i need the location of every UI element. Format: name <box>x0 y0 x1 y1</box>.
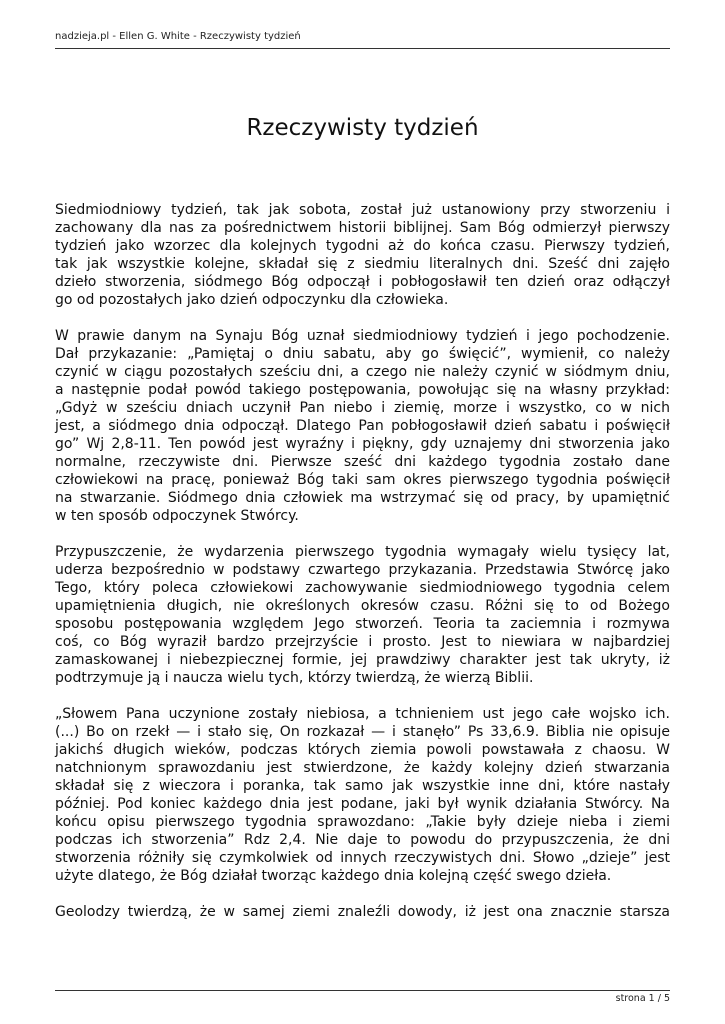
text-line: Dał przykazanie: „Pamiętaj o dniu sabatu, aby go święcić”, wymienił, co należy <box>55 346 670 362</box>
text-line: dzieło stworzenia, siódmego Bóg odpoczął i pobłogosławił ten dzień oraz odłączył <box>55 274 670 290</box>
paragraph <box>55 327 670 525</box>
text-line: podczas ich stworzenia” Rdz 2,4. Nie daje to powodu do przypuszczenia, że dni <box>55 832 670 848</box>
text-line: końcu opisu pierwszego tygodnia sprawozdano: „Takie były dzieje nieba i ziemi <box>55 814 670 830</box>
text-line: natchnionym sprawozdaniu jest stwierdzone, że każdy kolejny dzień stwarzania <box>55 760 670 776</box>
page-header: nadzieja.pl - Ellen G. White - Rzeczywisty tydzień <box>55 31 301 42</box>
paragraph <box>55 903 670 921</box>
paragraph <box>55 201 670 309</box>
text-line: tak jak wszystkie kolejne, składał się z siedmiu literalnych dni. Sześć dni zajęło <box>55 256 670 272</box>
page-number: strona 1 / 5 <box>615 993 670 1004</box>
text-line: czynić w ciągu pozostałych sześciu dni, a czego nie należy czynić w siódmym dniu, <box>55 364 670 380</box>
text-line: jest, a siódmego dnia odpoczął. Dlatego Pan pobłogosławił dzień sabatu i poświęcił <box>55 418 670 434</box>
text-line: sposobu postępowania względem Jego stworzeń. Teoria ta zaciemnia i rozmywa <box>55 616 670 632</box>
text-line: zachowany dla nas za pośrednictwem historii biblijnej. Sam Bóg odmierzył pierwszy <box>55 220 670 236</box>
text-line: na stwarzanie. Siódmego dnia człowiek ma wstrzymać się od pracy, by upamiętnić <box>55 490 670 506</box>
paragraph <box>55 705 670 885</box>
text-line: później. Pod koniec każdego dnia jest podane, jaki był wynik działania Stwórcy. Na <box>55 796 670 812</box>
text-line: w ten sposób odpoczynek Stwórcy. <box>55 508 299 524</box>
text-line: składał się z wieczora i poranka, tak samo jak wszystkie inne dni, które nastały <box>55 778 670 794</box>
document-body <box>55 201 670 939</box>
text-line: jakichś długich wieków, podczas których ziemia powoli powstawała z chaosu. W <box>55 742 670 758</box>
text-line: Geolodzy twierdzą, że w samej ziemi znaleźli dowody, iż jest ona znacznie starsza <box>55 904 670 920</box>
text-line: „Słowem Pana uczynione zostały niebiosa, a tchnieniem ust jego całe wojsko ich. <box>55 706 670 722</box>
text-line: normalne, rzeczywiste dni. Pierwsze sześć dni każdego tygodnia zostało dane <box>55 454 670 470</box>
document-title: Rzeczywisty tydzień <box>246 115 479 141</box>
text-line: go” Wj 2,8-11. Ten powód jest wyraźny i piękny, gdy uznajemy dni stworzenia jako <box>55 436 670 452</box>
text-line: uderza bezpośrednio w podstawy czwartego przykazania. Przedstawia Stwórcę jako <box>55 562 670 578</box>
text-line: tydzień jako wzorzec dla kolejnych tygodni aż do końca czasu. Pierwszy tydzień, <box>55 238 670 254</box>
paragraph <box>55 543 670 687</box>
text-line: go od pozostałych jako dzień odpoczynku dla człowieka. <box>55 292 449 308</box>
text-line: upamiętnienia długich, nie określonych okresów czasu. Różni się to od Bożego <box>55 598 670 614</box>
text-line: (...) Bo on rzekł — i stało się, On rozkazał — i stanęło” Ps 33,6.9. Biblia nie opisuje <box>55 724 670 740</box>
text-line: użyte dlatego, że Bóg działał tworząc każdego dnia kolejną część swego dzieła. <box>55 868 612 884</box>
text-line: W prawie danym na Synaju Bóg uznał siedmiodniowy tydzień i jego pochodzenie. <box>55 328 670 344</box>
text-line: Siedmiodniowy tydzień, tak jak sobota, został już ustanowiony przy stworzeniu i <box>55 202 670 218</box>
text-line: Tego, który poleca człowiekowi zachowywanie siedmiodniowego tygodnia celem <box>55 580 670 596</box>
text-line: podtrzymuje ją i naucza wielu tych, którzy twierdzą, że wierzą Biblii. <box>55 670 534 686</box>
text-line: „Gdyż w sześciu dniach uczynił Pan niebo i ziemię, morze i wszystko, co w nich <box>55 400 670 416</box>
header-divider <box>55 48 670 49</box>
text-line: coś, co Bóg wyraził bardzo przejrzyście i prosto. Jest to niewiara w najbardziej <box>55 634 670 650</box>
text-line: zamaskowanej i niebezpiecznej formie, jej prawdziwy charakter jest tak ukryty, iż <box>55 652 670 668</box>
footer-divider <box>55 990 670 991</box>
text-line: a następnie podał powód takiego postępowania, powołując się na własny przykład: <box>55 382 670 398</box>
text-line: Przypuszczenie, że wydarzenia pierwszego tygodnia wymagały wielu tysięcy lat, <box>55 544 670 560</box>
text-line: człowiekowi na pracę, ponieważ Bóg taki sam okres pierwszego tygodnia poświęcił <box>55 472 670 488</box>
text-line: stworzenia różniły się czymkolwiek od innych rzeczywistych dni. Słowo „dzieje” jest <box>55 850 670 866</box>
